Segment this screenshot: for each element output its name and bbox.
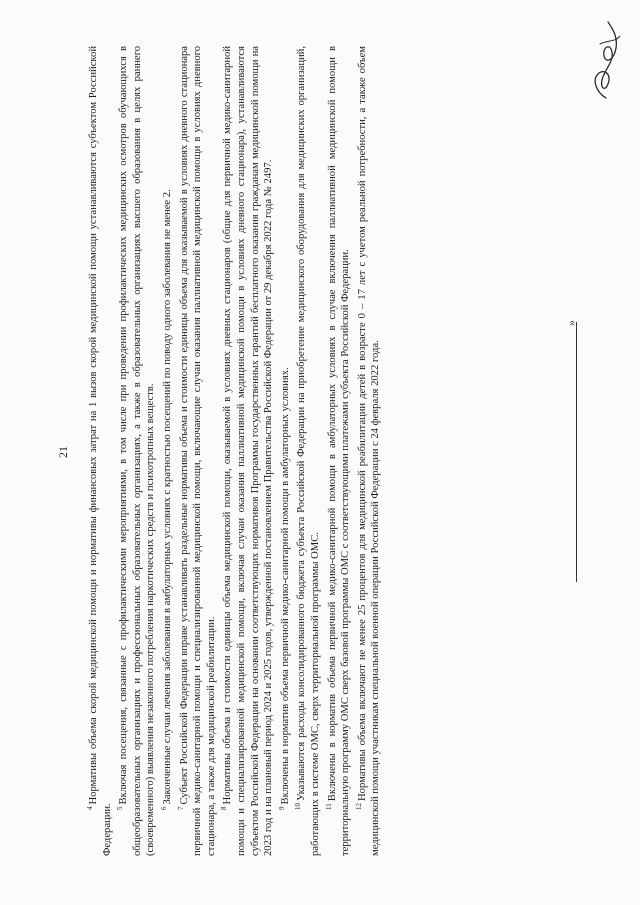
footnote-text: Включены в норматив объема первичной медико-санитарной помощи в амбулаторных условиях.	[279, 367, 291, 805]
footnote-9	[276, 46, 293, 856]
footnote-marker: 5	[116, 806, 125, 810]
footnote-marker: 8	[220, 806, 229, 810]
footnote-text: Указываются расходы консолидированного бюджета субъекта Российской Федерации на приобретение медицинского оборудования для медицинских организаций, работающих в системе ОМС, сверх территориальной программы ОМС.	[296, 46, 321, 856]
footnote-marker: 9	[277, 806, 286, 810]
page-number: 21	[56, 446, 70, 458]
footnotes-block	[84, 46, 383, 856]
closing-divider-line	[576, 322, 577, 582]
footnote-5	[114, 46, 158, 856]
footnote-8	[218, 46, 275, 856]
footnote-marker: 7	[176, 806, 185, 810]
footnote-text: Субъект Российской Федерации вправе устанавливать раздельные нормативы объема и стоимости единицы объема для оказываемой в условиях дневного стационара первичной медико-санитарной помощи и специализированной медицинской помощи, включающие случаи оказания паллиативной медицинской помощи в условиях дневного стационара, а также для медицинской реабилитации.	[178, 46, 217, 856]
footnote-10	[292, 46, 322, 856]
footnote-12	[353, 46, 383, 856]
footnote-11	[323, 46, 353, 856]
footnote-text: Включены в норматив объема первичной медико-санитарной помощи в амбулаторных условиях в случае включения паллиативной медицинской помощи в территориальную программу ОМС сверх базовой программы ОМС с соответствующими платежами субъекта Российской Федерации.	[326, 46, 352, 856]
handwritten-signature	[578, 14, 628, 104]
footnote-text: Включая посещения, связанные с профилактическими мероприятиями, в том числе при проведении профилактических медицинских осмотров обучающихся в общеобразовательных организациях и профессиональных образовательных организациях, а также в образовательных организациях высшего образования в целях раннего (своевременного) выявления незаконного потребления наркотических средств и психотропных веществ.	[118, 46, 157, 856]
footnote-marker: 11	[324, 803, 333, 810]
footnote-marker: 12	[354, 803, 363, 810]
closing-quote-mark: »	[564, 320, 578, 326]
footnote-4	[84, 46, 114, 856]
footnote-text: Нормативы объема и стоимости единицы объема медицинской помощи, оказываемой в условиях дневных стационаров (общие для первичной медико-санитарной помощи и специализированной медицинской помощи, включая случаи оказания паллиативной медицинской помощи в условиях дневного стационара), устанавливаются субъектом Российской Федерации на основании соответствующих нормативов Программы государственных гарантий бесплатного оказания гражданам медицинской помощи на 2023 год и на плановый период 2024 и 2025 годов, утвержденной постановлением Правительства Российской Федерации от 29 декабря 2022 года № 2497.	[222, 46, 275, 856]
footnote-marker: 6	[159, 806, 168, 810]
footnote-text: Нормативы объема скорой медицинской помощи и нормативы финансовых затрат на 1 вызов скорой медицинской помощи устанавливаются субъектом Российской Федерации.	[88, 46, 113, 856]
footnote-text: Законченные случаи лечения заболевания в амбулаторных условиях с кратностью посещений по поводу одного заболевания не менее 2.	[161, 189, 173, 805]
footnote-marker: 10	[294, 803, 303, 810]
footnote-7	[175, 46, 219, 856]
rotated-page-content	[20, 22, 620, 882]
footnote-6	[158, 46, 175, 856]
footnote-marker: 4	[86, 806, 94, 810]
footnote-text: Нормативы объема включают не менее 25 процентов для медицинской реабилитации детей в возрасте 0 – 17 лет с учетом реальной потребности, а также объем медицинской помощи участникам специальной военной операции Российской Федерации с 24 февраля 2022 года.	[356, 46, 382, 856]
